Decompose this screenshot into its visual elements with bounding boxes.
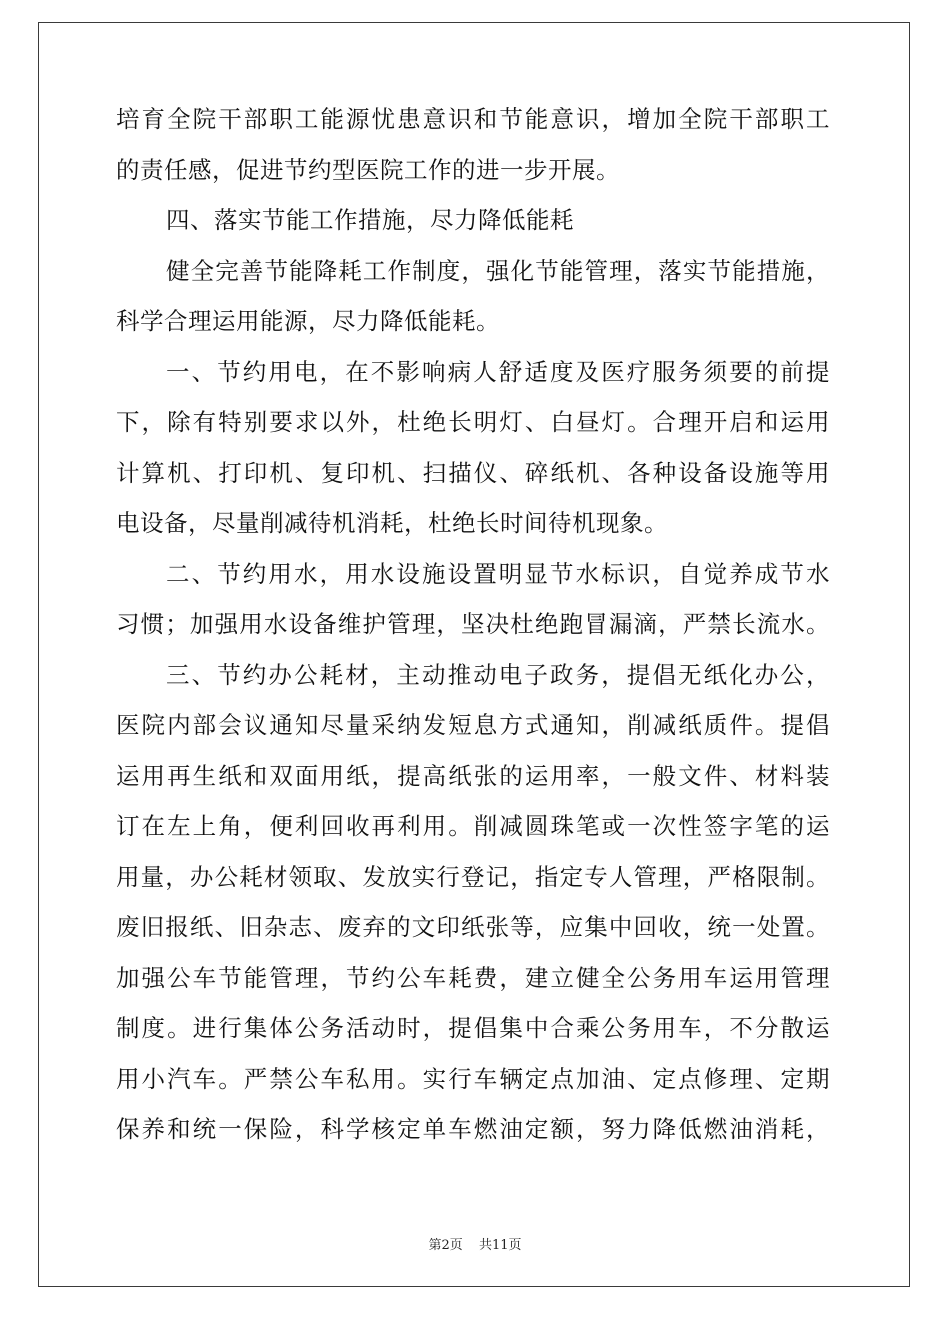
text-line: 下，除有特别要求以外，杜绝长明灯、白昼灯。合理开启和运用 [116, 408, 830, 436]
page-total: 共11页 [478, 1238, 522, 1253]
text-line: 废旧报纸、旧杂志、废弃的文印纸张等，应集中回收，统一处置。 [116, 913, 830, 941]
page-footer [0, 1234, 950, 1253]
text-line: 习惯；加强用水设备维护管理，坚决杜绝跑冒漏滴，严禁长流水。 [116, 610, 830, 638]
text-line: 医院内部会议通知尽量采纳发短息方式通知，削减纸质件。提倡 [116, 711, 830, 739]
text-line: 运用再生纸和双面用纸，提高纸张的运用率，一般文件、材料装 [116, 761, 830, 790]
text-line: 用量，办公耗材领取、发放实行登记，指定专人管理，严格限制。 [116, 862, 830, 891]
document-body [116, 94, 830, 1155]
text-line: 制度。进行集体公务活动时，提倡集中合乘公务用车，不分散运 [116, 1014, 830, 1042]
text-line: 的责任感，促进节约型医院工作的进一步开展。 [116, 155, 620, 184]
text-line: 二、节约用水，用水设施设置明显节水标识，自觉养成节水 [166, 559, 830, 588]
page-number: 第2页 [428, 1238, 463, 1253]
text-line: 三、节约办公耗材，主动推动电子政务，提倡无纸化办公， [166, 660, 830, 689]
text-line: 用小汽车。严禁公车私用。实行车辆定点加油、定点修理、定期 [116, 1064, 830, 1093]
text-line: 一、节约用电，在不影响病人舒适度及医疗服务须要的前提 [166, 357, 830, 386]
text-line: 科学合理运用能源，尽力降低能耗。 [116, 307, 500, 335]
text-line: 电设备，尽量削减待机消耗，杜绝长时间待机现象。 [116, 509, 668, 537]
text-line: 加强公车节能管理，节约公车耗费，建立健全公务用车运用管理 [116, 963, 830, 992]
text-line: 保养和统一保险，科学核定单车燃油定额，努力降低燃油消耗， [116, 1115, 830, 1143]
text-line: 订在左上角，便利回收再利用。削减圆珠笔或一次性签字笔的运 [116, 812, 830, 840]
text-line: 计算机、打印机、复印机、扫描仪、碎纸机、各种设备设施等用 [116, 458, 830, 487]
text-line: 健全完善节能降耗工作制度，强化节能管理，落实节能措施， [166, 256, 830, 285]
section-heading: 四、落实节能工作措施，尽力降低能耗 [166, 206, 574, 234]
text-line: 培育全院干部职工能源忧患意识和节能意识，增加全院干部职工 [116, 105, 830, 133]
